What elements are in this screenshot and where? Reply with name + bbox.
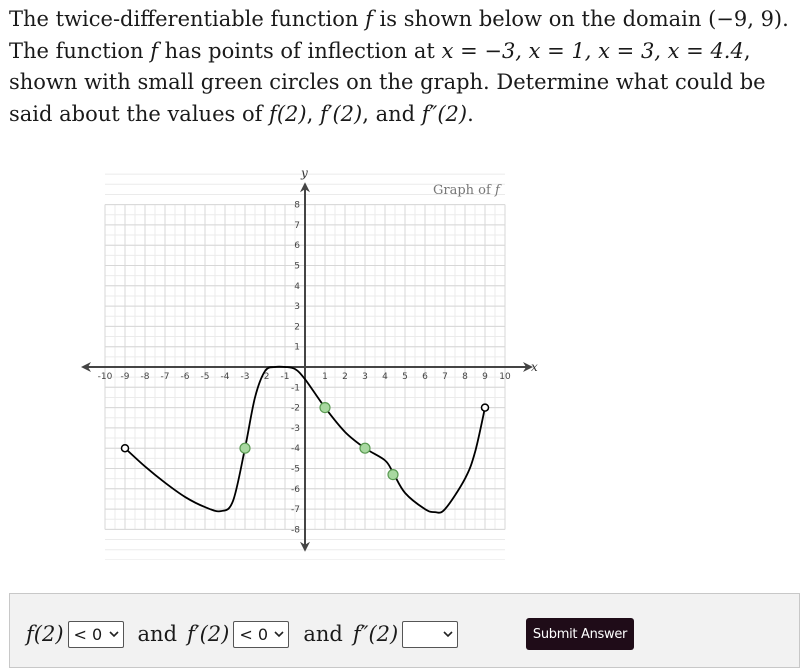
- answer-and-1: and: [137, 622, 178, 646]
- function-symbol-2: f: [150, 38, 158, 63]
- answer-expr-fdoubleprime-2: f″(2): [352, 622, 399, 646]
- fdoubleprime-2-select[interactable]: [402, 621, 458, 648]
- y-tick-label: 6: [294, 241, 300, 252]
- inflection-point: [388, 470, 398, 480]
- open-endpoint: [122, 445, 129, 452]
- x-tick-label: -10: [97, 372, 113, 382]
- problem-text-3: . The function: [9, 7, 789, 63]
- x-tick-label: -1: [280, 372, 290, 382]
- x-tick-label: 7: [442, 372, 448, 382]
- f-2-select[interactable]: [68, 621, 124, 648]
- graph-caption: Graph of f: [433, 183, 500, 198]
- x-tick-label: 4: [382, 372, 388, 382]
- open-endpoint: [482, 404, 489, 411]
- y-tick-label: -1: [291, 383, 300, 394]
- y-tick-label: -7: [291, 505, 300, 516]
- x-axis-label: x: [531, 360, 538, 374]
- and-text: , and: [362, 101, 422, 126]
- answer-panel: [9, 593, 800, 668]
- submit-answer-button[interactable]: Submit Answer: [526, 618, 634, 650]
- inflection-list: x = −3, x = 1, x = 3, x = 4.4: [441, 38, 744, 63]
- f-2-select-value: < 0: [73, 624, 103, 644]
- y-tick-label: 5: [294, 261, 300, 272]
- chevron-down-icon: [443, 629, 453, 639]
- answer-expr-f-2: f(2): [26, 622, 64, 646]
- x-tick-label: -6: [180, 372, 190, 382]
- x-tick-label: 1: [322, 372, 328, 382]
- y-tick-label: 1: [294, 342, 300, 353]
- x-tick-label: -7: [160, 372, 170, 382]
- y-tick-label: 7: [294, 220, 300, 231]
- x-tick-label: -8: [140, 372, 150, 382]
- expr-fdoubleprime-2: f″(2): [421, 101, 468, 126]
- domain-interval: (−9, 9): [708, 7, 783, 31]
- period: .: [467, 101, 474, 126]
- problem-text-2: is shown below on the domain: [372, 7, 709, 31]
- y-tick-label: 4: [294, 281, 300, 292]
- problem-statement: [9, 4, 799, 130]
- x-tick-label: -4: [220, 372, 230, 382]
- fprime-2-select[interactable]: [233, 621, 289, 648]
- y-tick-label: -2: [291, 403, 300, 414]
- x-tick-label: 9: [482, 372, 488, 382]
- graph-container: [80, 165, 540, 560]
- y-axis-label: y: [301, 166, 308, 181]
- x-tick-label: -5: [200, 372, 210, 382]
- answer-row: [26, 619, 462, 649]
- problem-text-4: has points of inflection at: [158, 38, 442, 63]
- x-tick-label: -2: [260, 372, 270, 382]
- expr-fprime-2: f′(2): [319, 101, 363, 126]
- problem-text-5: , shown with small green circles on the graph. Determine what could be said about the values of: [9, 38, 766, 126]
- y-tick-label: -5: [291, 464, 300, 475]
- y-tick-label: 2: [294, 322, 300, 333]
- answer-expr-fprime-2: f′(2): [187, 622, 230, 646]
- function-symbol: f: [365, 7, 373, 31]
- graph-of-f: [80, 165, 540, 560]
- inflection-point: [240, 443, 250, 453]
- y-tick-label: 8: [294, 200, 300, 211]
- x-tick-label: 8: [462, 372, 468, 382]
- y-tick-label: -8: [291, 525, 300, 536]
- x-tick-label: 5: [402, 372, 408, 382]
- x-tick-label: -3: [240, 372, 250, 382]
- y-tick-label: -3: [291, 423, 300, 434]
- answer-and-2: and: [303, 622, 343, 646]
- comma: ,: [306, 101, 320, 126]
- y-tick-label: -6: [291, 484, 300, 495]
- fprime-2-select-value: < 0: [239, 624, 268, 644]
- y-tick-label: 3: [294, 302, 300, 313]
- x-tick-label: 10: [499, 372, 511, 382]
- x-tick-label: 2: [342, 372, 348, 382]
- inflection-point: [360, 443, 370, 453]
- x-tick-label: 6: [422, 372, 428, 382]
- x-tick-label: -9: [120, 372, 130, 382]
- y-tick-label: -4: [291, 444, 300, 455]
- expr-f-2: f(2): [269, 101, 307, 126]
- chevron-down-icon: [109, 629, 119, 639]
- inflection-point: [320, 403, 330, 413]
- problem-text-1: The twice-differentiable function: [9, 7, 366, 31]
- x-tick-label: 3: [362, 372, 368, 382]
- chevron-down-icon: [274, 629, 284, 639]
